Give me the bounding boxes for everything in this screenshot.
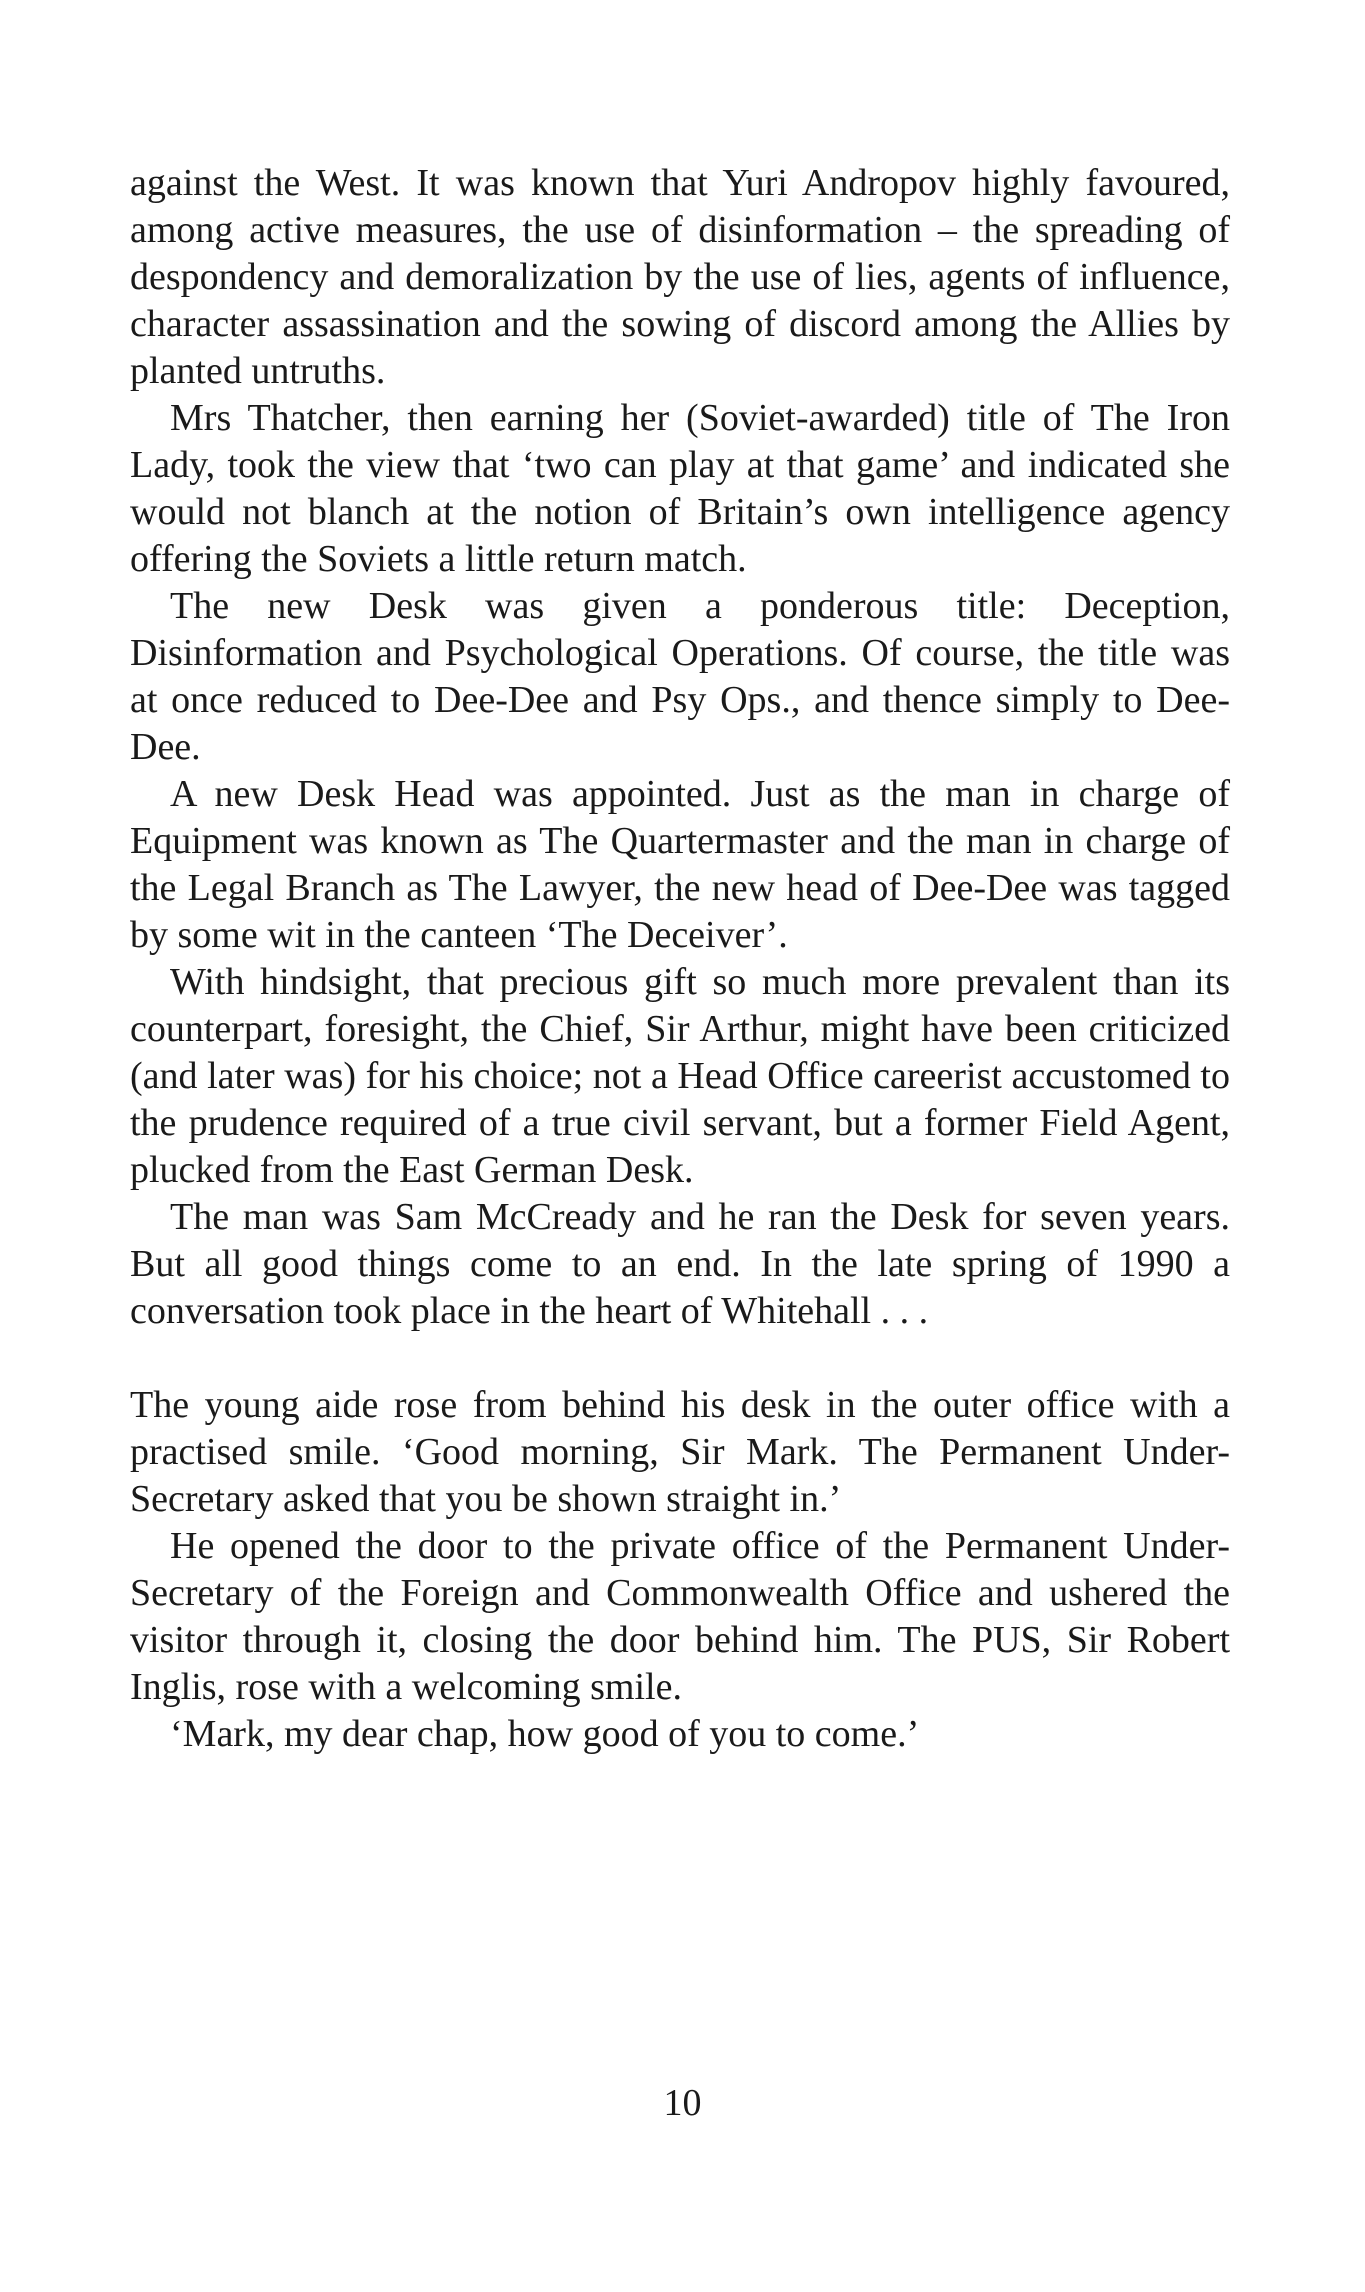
paragraph: ‘Mark, my dear chap, how good of you to come.’: [170, 1713, 920, 1755]
paragraph: The new Desk was given a ponderous title: Deception, Disinformation and Psychological Operations. Of course, the title was at once reduced to Dee-Dee and Psy Ops., and thence simply to Dee-Dee.: [130, 585, 1230, 768]
body-text: [130, 160, 1230, 1758]
paragraph: A new Desk Head was appointed. Just as the man in charge of Equipment was known as The Quartermaster and the man in charge of the Legal Branch as The Lawyer, the new head of Dee-Dee was tagged by some wit in the canteen ‘The Deceiver’.: [130, 773, 1230, 956]
paragraph: The man was Sam McCready and he ran the Desk for seven years. But all good things come to an end. In the late spring of 1990 a conversation took place in the heart of Whitehall . . .: [130, 1196, 1230, 1332]
paragraph: against the West. It was known that Yuri Andropov highly favoured, among active measures, the use of disinformation – the spreading of despondency and demoralization by the use of lies, agents of influence, character assassination and the sowing of discord among the Allies by planted untruths.: [130, 162, 1230, 392]
paragraph: The young aide rose from behind his desk in the outer office with a practised smile. ‘Good morning, Sir Mark. The Permanent Under-Secretary asked that you be shown straight in.’: [130, 1384, 1230, 1520]
paragraph: Mrs Thatcher, then earning her (Soviet-awarded) title of The Iron Lady, took the view that ‘two can play at that game’ and indicated she would not blanch at the notion of Britain’s own intelligence agency offering the Soviets a little return match.: [130, 397, 1230, 580]
page-number: 10: [663, 2082, 702, 2124]
paragraph: He opened the door to the private office of the Permanent Under-Secretary of the Foreign and Commonwealth Office and ushered the visitor through it, closing the door behind him. The PUS, Sir Robert Inglis, rose with a welcoming smile.: [130, 1525, 1230, 1708]
section-break: [130, 1335, 1230, 1382]
paragraph: With hindsight, that precious gift so much more prevalent than its counterpart, foresight, the Chief, Sir Arthur, might have been criticized (and later was) for his choice; not a Head Office careerist accustomed to the prudence required of a true civil servant, but a former Field Agent, plucked from the East German Desk.: [130, 961, 1230, 1191]
